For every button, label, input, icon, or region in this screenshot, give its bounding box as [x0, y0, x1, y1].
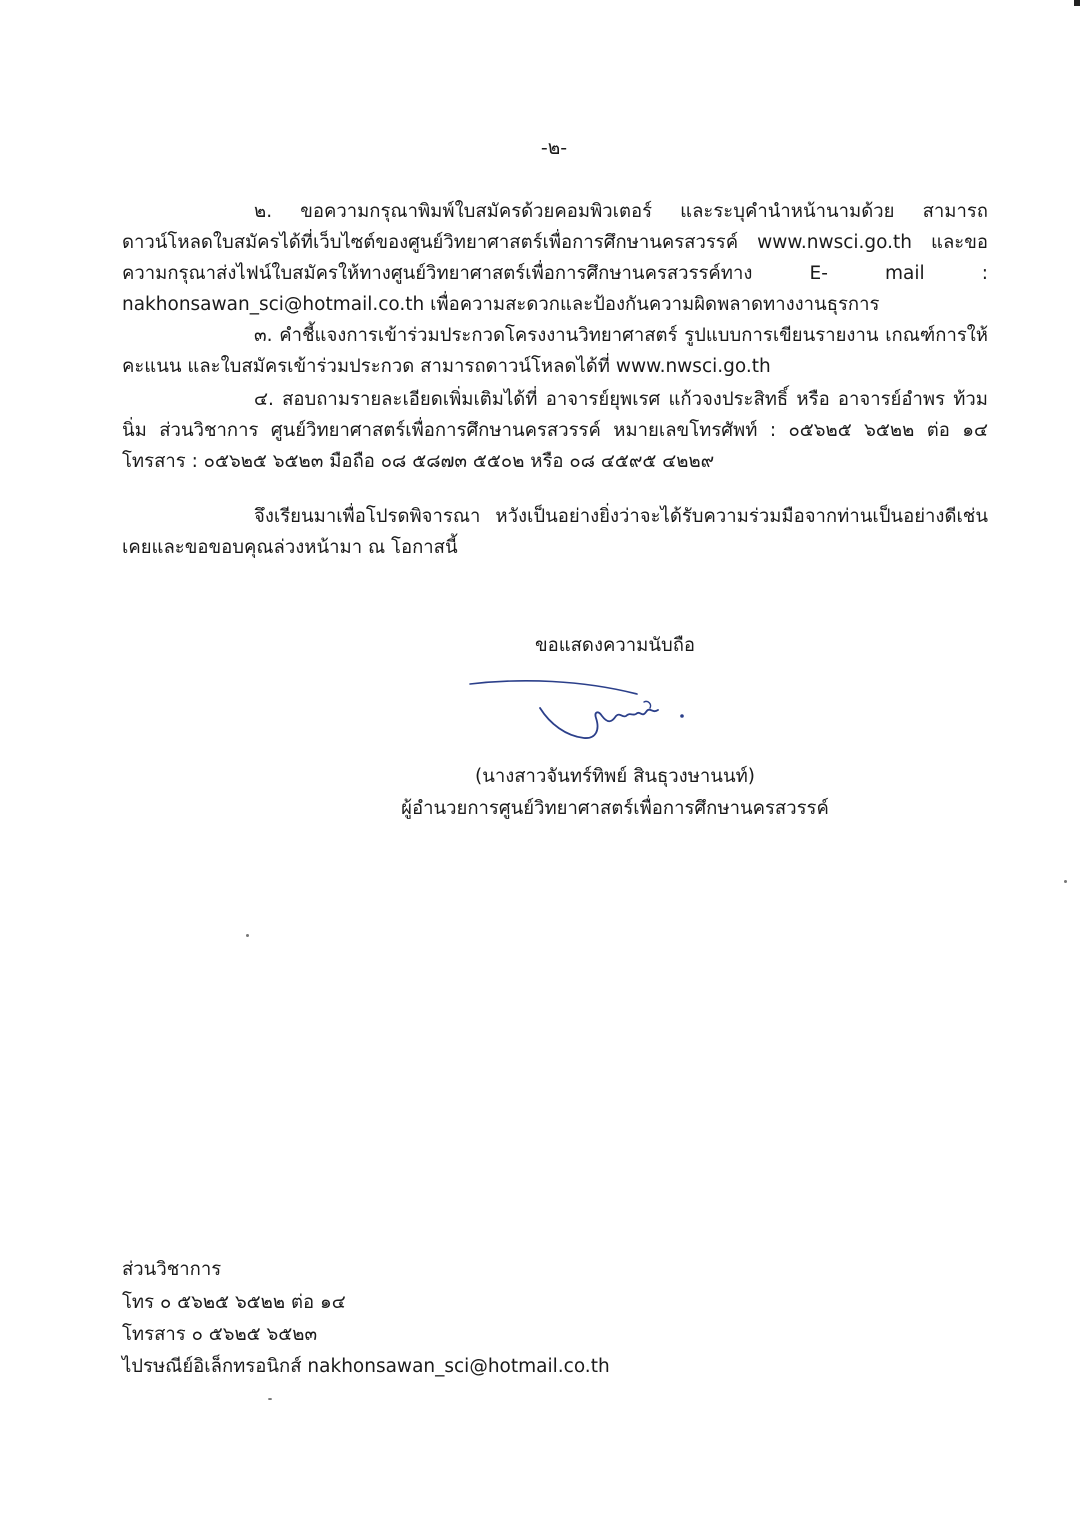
signatory-name: (นางสาวจันทร์ทิพย์ สินธุวงษานนท์)	[474, 766, 756, 787]
scan-corner-mark	[1074, 0, 1080, 6]
contact-fax: โทรสาร ๐ ๕๖๒๕ ๖๕๒๓	[122, 1324, 318, 1345]
scan-speck	[1064, 880, 1067, 883]
page-number: -๒-	[540, 137, 568, 159]
paragraph-contest-instructions	[122, 320, 988, 382]
handwritten-signature	[462, 672, 702, 748]
paragraph-application-form	[122, 196, 988, 320]
contact-telephone: โทร ๐ ๕๖๒๕ ๖๕๒๒ ต่อ ๑๔	[122, 1292, 346, 1313]
scan-speck	[246, 934, 249, 937]
paragraph-closing-text: จึงเรียนมาเพื่อโปรดพิจารณา หวังเป็นอย่างยิ่งว่าจะได้รับความร่วมมือจากท่านเป็นอย่างดีเช่นเคยและขอขอบคุณล่วงหน้ามา ณ โอกาสนี้	[122, 506, 988, 558]
signatory-position: ผู้อำนวยการศูนย์วิทยาศาสตร์เพื่อการศึกษานครสวรรค์	[401, 798, 829, 819]
paragraph-contact-details-text: ๔. สอบถามรายละเอียดเพิ่มเติมได้ที่ อาจารย์ยุพเรศ แก้วจงประสิทธิ์ หรือ อาจารย์อำพร ท้วมนิ่ม ส่วนวิชาการ ศูนย์วิทยาศาสตร์เพื่อการศึกษานครสวรรค์ หมายเลขโทรศัพท์ : ๐๕๖๒๕ ๖๕๒๒ ต่อ ๑๔ โทรสาร : ๐๕๖๒๕ ๖๕๒๓ มือถือ ๐๘ ๕๘๗๓ ๕๕๐๒ หรือ ๐๘ ๔๕๙๕ ๔๒๒๙	[122, 389, 988, 472]
paragraph-contact-details	[122, 384, 988, 477]
contact-department: ส่วนวิชาการ	[122, 1259, 222, 1280]
paragraph-closing	[122, 501, 988, 563]
scan-speck	[268, 1398, 272, 1400]
paragraph-contest-instructions-text: ๓. คำชี้แจงการเข้าร่วมประกวดโครงงานวิทยาศาสตร์ รูปแบบการเขียนรายงาน เกณฑ์การให้คะแนน และใบสมัครเข้าร่วมประกวด สามารถดาวน์โหลดได้ที่ www.nwsci.go.th	[122, 325, 988, 377]
paragraph-application-form-text: ๒. ขอความกรุณาพิมพ์ใบสมัครด้วยคอมพิวเตอร์ และระบุคำนำหน้านามด้วย สามารถดาวน์โหลดใบสมัครได้ที่เว็บไซต์ของศูนย์วิทยาศาสตร์เพื่อการศึกษานครสวรรค์ www.nwsci.go.th และขอความกรุณาส่งไฟน์ใบสมัครให้ทางศูนย์วิทยาศาสตร์เพื่อการศึกษานครสวรรค์ทาง E- mail : nakhonsawan_sci@hotmail.co.th เพื่อความสะดวกและป้องกันความผิดพลาดทางงานธุรการ	[122, 201, 988, 315]
signature-regards: ขอแสดงความนับถือ	[534, 635, 696, 656]
contact-email: ไปรษณีย์อิเล็กทรอนิกส์ nakhonsawan_sci@hotmail.co.th	[122, 1356, 610, 1377]
